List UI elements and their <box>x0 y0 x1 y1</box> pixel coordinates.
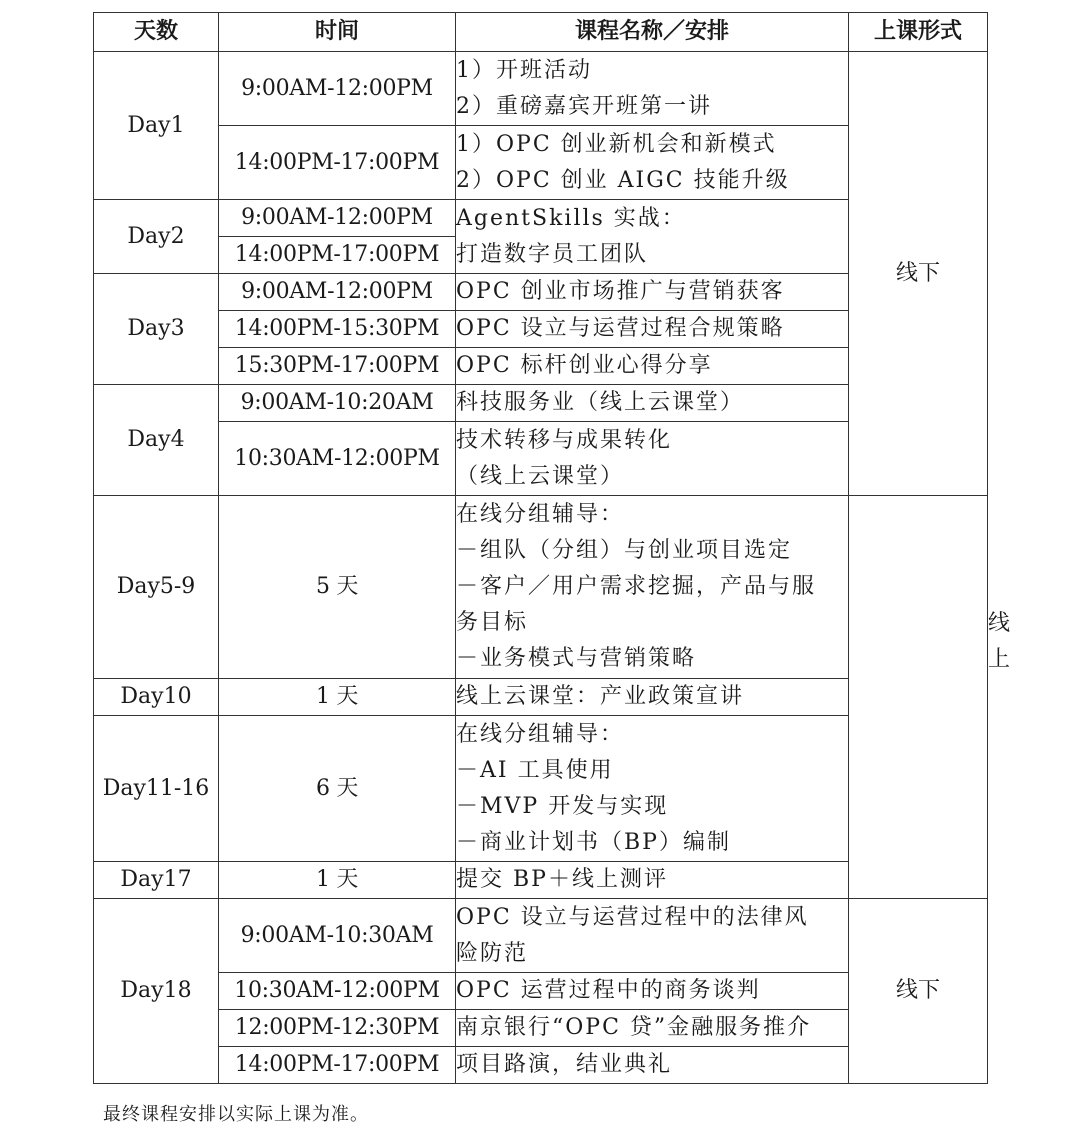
header-course: 课程名称／安排 <box>456 13 849 52</box>
content-cell: 提交 BP＋线上测评 <box>456 862 849 899</box>
table-row <box>94 52 988 126</box>
time-cell: 9:00AM-12:00PM <box>219 52 456 126</box>
content-line: OPC 设立与运营过程中的法律风 <box>456 904 809 930</box>
table-row <box>94 496 988 679</box>
content-line: （线上云课堂） <box>456 463 625 489</box>
table-row <box>94 716 988 862</box>
time-cell: 12:00PM-12:30PM <box>219 1010 456 1047</box>
day-cell: Day18 <box>94 899 219 1084</box>
time-cell: 14:00PM-17:00PM <box>219 237 456 274</box>
time-cell: 14:00PM-15:30PM <box>219 311 456 348</box>
content-cell: 科技服务业（线上云课堂） <box>456 385 849 422</box>
content-line: －AI 工具使用 <box>456 757 614 783</box>
content-line: －MVP 开发与实现 <box>456 793 669 819</box>
content-cell: OPC 标杆创业心得分享 <box>456 348 849 385</box>
content-line: 2）OPC 创业 AIGC 技能升级 <box>456 167 790 193</box>
header-row <box>94 13 988 52</box>
content-line: 1）开班活动 <box>456 57 592 83</box>
time-cell: 14:00PM-17:00PM <box>219 126 456 200</box>
course-schedule-table <box>93 12 1011 1084</box>
content-line: 1）OPC 创业新机会和新模式 <box>456 131 777 157</box>
time-cell: 15:30PM-17:00PM <box>219 348 456 385</box>
table-row: Day4 9:00AM-10:20AM 科技服务业（线上云课堂） 线上 <box>94 385 988 422</box>
footnote: 最终课程安排以实际上课为准。 <box>103 1104 369 1125</box>
mode-cell: 线下 <box>849 52 988 496</box>
table-row <box>94 862 988 899</box>
time-cell: 9:00AM-10:30AM <box>219 899 456 973</box>
day-cell: Day4 <box>94 385 219 496</box>
header-day: 天数 <box>94 13 219 52</box>
time-cell: 10:30AM-12:00PM <box>219 422 456 496</box>
time-cell: 1 天 <box>219 679 456 716</box>
content-line: 技术转移与成果转化 <box>456 427 673 453</box>
content-cell: OPC 创业市场推广与营销获客 <box>456 274 849 311</box>
time-cell: 9:00AM-12:00PM <box>219 274 456 311</box>
content-line: AgentSkills 实战： <box>456 205 686 231</box>
day-cell: Day1 <box>94 52 219 200</box>
day-cell: Day2 <box>94 200 219 274</box>
content-cell: 线上云课堂：产业政策宣讲 <box>456 679 849 716</box>
content-cell: 南京银行“OPC 贷”金融服务推介 <box>456 1010 849 1047</box>
content-line: 务目标 <box>456 610 529 635</box>
table-row <box>94 679 988 716</box>
header-time: 时间 <box>219 13 456 52</box>
content-line: －客户／用户需求挖掘，产品与服 <box>456 574 817 599</box>
time-cell: 5 天 <box>219 496 456 679</box>
content-line: －业务模式与营销策略 <box>456 646 697 671</box>
content-line: 在线分组辅导： <box>456 721 625 747</box>
content-cell <box>456 422 849 496</box>
day-cell: Day5-9 <box>94 496 219 679</box>
time-cell: 9:00AM-12:00PM <box>219 200 456 237</box>
content-line: 2）重磅嘉宾开班第一讲 <box>456 93 712 119</box>
day-cell: Day17 <box>94 862 219 899</box>
content-cell <box>456 716 849 862</box>
content-cell <box>456 126 849 200</box>
header-mode: 上课形式 <box>849 13 988 52</box>
mode-cell: 线下 <box>849 899 988 1084</box>
time-cell: 1 天 <box>219 862 456 899</box>
content-line: －商业计划书（BP）编制 <box>456 829 731 855</box>
time-cell: 6 天 <box>219 716 456 862</box>
content-cell: OPC 设立与运营过程合规策略 <box>456 311 849 348</box>
content-line: 打造数字员工团队 <box>456 241 649 267</box>
content-cell <box>456 899 849 973</box>
time-cell: 9:00AM-10:20AM <box>219 385 456 422</box>
content-cell <box>456 496 849 679</box>
time-cell: 14:00PM-17:00PM <box>219 1047 456 1084</box>
time-cell: 10:30AM-12:00PM <box>219 973 456 1010</box>
content-cell <box>456 52 849 126</box>
content-line: 在线分组辅导： <box>456 502 625 527</box>
content-line: －组队（分组）与创业项目选定 <box>456 538 793 563</box>
content-line: 险防范 <box>456 940 529 966</box>
day-cell: Day10 <box>94 679 219 716</box>
day-cell: Day3 <box>94 274 219 385</box>
content-cell <box>456 200 849 274</box>
content-cell: OPC 运营过程中的商务谈判 <box>456 973 849 1010</box>
table-row <box>94 899 988 973</box>
day-cell: Day11-16 <box>94 716 219 862</box>
content-cell: 项目路演，结业典礼 <box>456 1047 849 1084</box>
